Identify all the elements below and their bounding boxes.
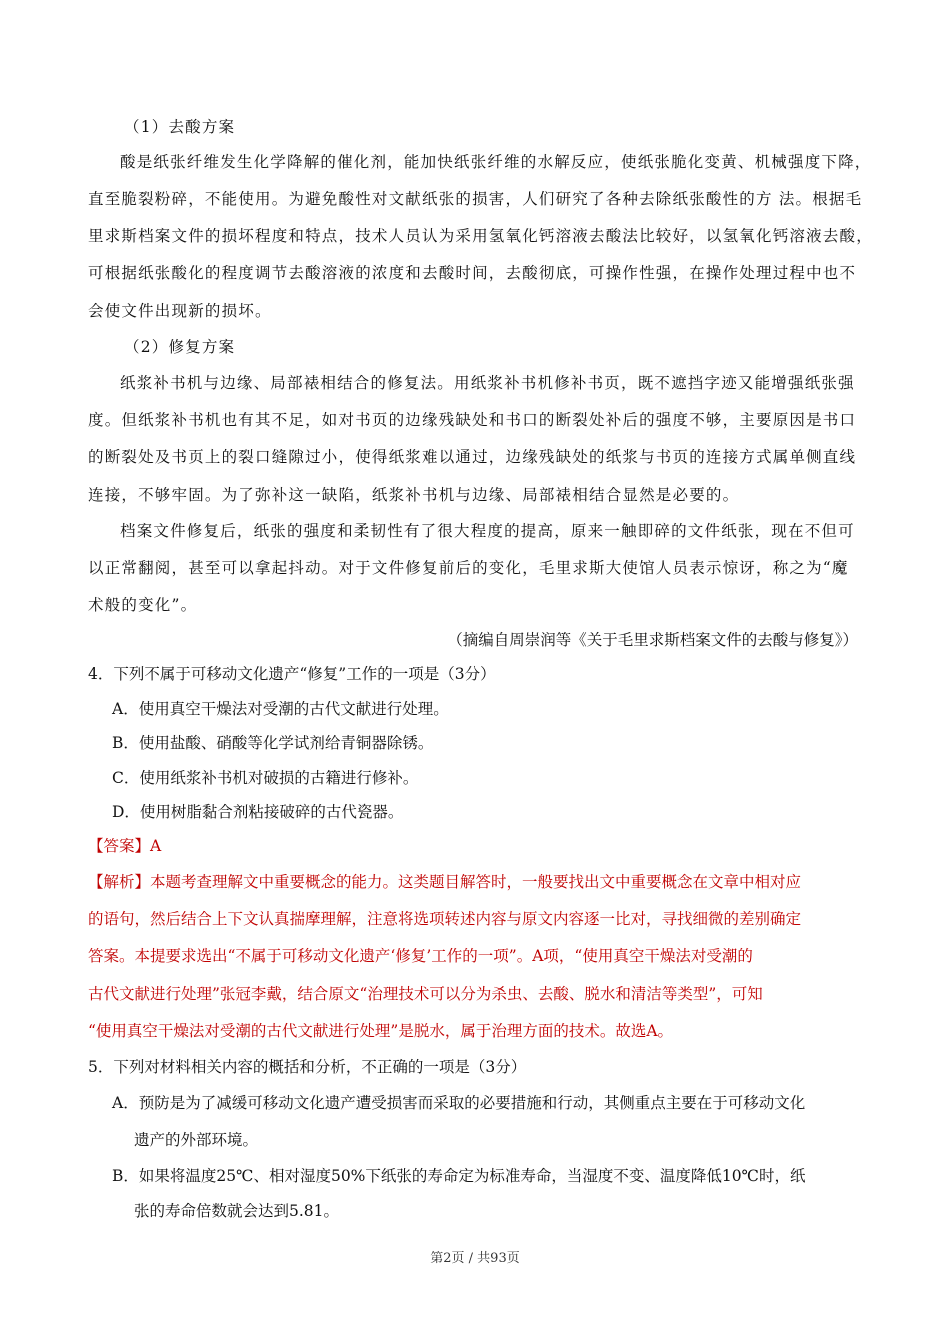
paragraph-line: 连接，不够牢固。为了弥补这一缺陷，纸浆补书机与边缘、局部裱相结合显然是必要的。 <box>88 486 740 504</box>
section-heading-deacid: （1）去酸方案 <box>124 118 236 136</box>
paragraph-line: 可根据纸张酸化的程度调节去酸溶液的浓度和去酸时间，去酸彻底，可操作性强，在操作处理过程中也不 <box>88 264 857 282</box>
question-5-option-b: B．如果将温度25℃、相对湿度50%下纸张的寿命定为标准寿命，当湿度不变、温度降低10℃时，纸 <box>112 1167 806 1185</box>
paragraph-line: 会使文件出现新的损坏。 <box>88 302 272 320</box>
answer-value: A <box>150 837 162 855</box>
question-5-option-a-cont: 遗产的外部环境。 <box>134 1131 259 1149</box>
analysis-text: 本题考查理解文中重要概念的能力。这类题目解答时，一般要找出文中重要概念在文章中相对应 <box>150 873 802 891</box>
analysis-line: 的语句，然后结合上下文认真揣摩理解，注意将选项转述内容与原文内容逐一比对，寻找细微的差别确定 <box>88 910 802 928</box>
analysis-line: 答案。本提要求选出“不属于可移动文化遗产‘修复’工作的一项”。A项，“使用真空干燥法对受潮的 <box>88 947 753 965</box>
question-4-option-d: D．使用树脂黏合剂粘接破碎的古代瓷器。 <box>112 803 404 821</box>
source-citation: （摘编自周崇润等《关于毛里求斯档案文件的去酸与修复》） <box>447 631 858 649</box>
question-5-stem: 5．下列对材料相关内容的概括和分析，不正确的一项是（3分） <box>88 1058 527 1076</box>
question-4-option-b: B．使用盐酸、硝酸等化学试剂给青铜器除锈。 <box>112 734 434 752</box>
paragraph-line: 的断裂处及书页上的裂口缝隙过小，使得纸浆难以通过，边缘残缺处的纸浆与书页的连接方式属单侧直线 <box>88 448 857 466</box>
paragraph-line: 里求斯档案文件的损坏程度和特点，技术人员认为采用氢氧化钙溶液去酸法比较好，以氢氧化钙溶液去酸， <box>88 227 873 245</box>
question-4-option-a: A．使用真空干燥法对受潮的古代文献进行处理。 <box>112 700 449 718</box>
answer-line <box>88 836 161 856</box>
question-5-option-b-cont: 张的寿命倍数就会达到5.81。 <box>134 1202 340 1220</box>
paragraph-line: 直至脆裂粉碎，不能使用。为避免酸性对文献纸张的损害，人们研究了各种去除纸张酸性的方 法。根据毛 <box>88 190 863 208</box>
analysis-line: 古代文献进行处理”张冠李戴，结合原文“治理技术可以分为杀虫、去酸、脱水和清洁等类型”，可知 <box>88 985 763 1003</box>
paragraph-line: 度。但纸浆补书机也有其不足，如对书页的边缘残缺处和书口的断裂处补后的强度不够，主要原因是书口 <box>88 411 857 429</box>
paragraph-line: 术般的变化”。 <box>88 596 198 614</box>
analysis-tag: 【解析】 <box>88 873 151 891</box>
page-footer: 第2页 / 共93页 <box>430 1251 520 1266</box>
section-heading-repair: （2）修复方案 <box>124 338 236 356</box>
answer-tag: 【答案】 <box>88 837 151 855</box>
question-4-stem: 4．下列不属于可移动文化遗产“修复”工作的一项是（3分） <box>88 665 496 683</box>
analysis-line <box>88 872 801 892</box>
paragraph-line: 纸浆补书机与边缘、局部裱相结合的修复法。用纸浆补书机修补书页，既不遮挡字迹又能增强纸张强 <box>120 374 855 392</box>
question-5-option-a: A．预防是为了减缓可移动文化遗产遭受损害而采取的必要措施和行动，其侧重点主要在于可移动文化 <box>112 1094 806 1112</box>
analysis-line: “使用真空干燥法对受潮的古代文献进行处理”是脱水，属于治理方面的技术。故选A。 <box>88 1022 674 1040</box>
paragraph-line: 酸是纸张纤维发生化学降解的催化剂，能加快纸张纤维的水解反应，使纸张脆化变黄、机械强度下降， <box>120 153 872 171</box>
paragraph-line: 以正常翻阅，甚至可以拿起抖动。对于文件修复前后的变化，毛里求斯大使馆人员表示惊讶，称之为“魔 <box>88 559 849 577</box>
question-4-option-c: C．使用纸浆补书机对破损的古籍进行修补。 <box>112 769 419 787</box>
paragraph-line: 档案文件修复后，纸张的强度和柔韧性有了很大程度的提高，原来一触即碎的文件纸张，现在不但可 <box>120 522 855 540</box>
